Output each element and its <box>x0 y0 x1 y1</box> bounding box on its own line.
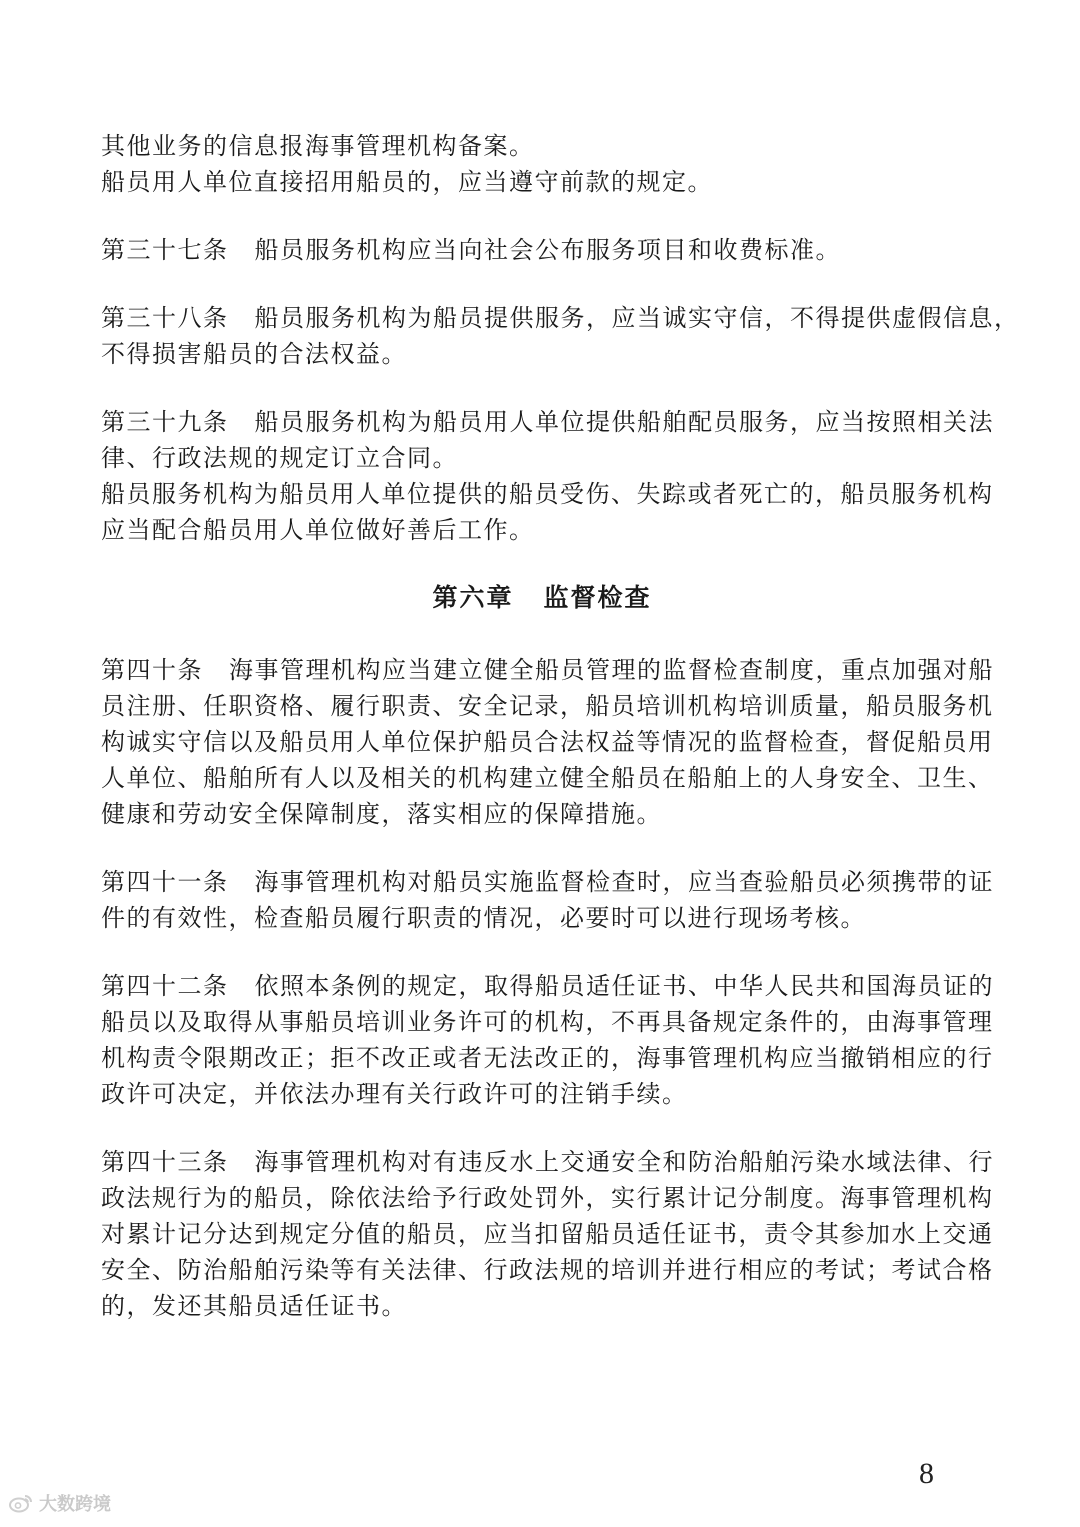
article-number: 第四十二条 <box>101 972 229 1000</box>
line-text: 海事管理机构对船员实施监督检查时，应当查验船员必须携带的证 <box>254 868 994 896</box>
text-line <box>101 1144 994 1180</box>
text-line <box>101 512 983 548</box>
text-line <box>101 1004 994 1040</box>
text-line <box>101 900 983 936</box>
text-line <box>101 336 983 372</box>
article-paragraph <box>101 1144 994 1324</box>
text-line <box>101 232 983 268</box>
line-text: 船员服务机构为船员提供服务，应当诚实守信，不得提供虚假信息， <box>254 304 1020 332</box>
line-text: 健康和劳动安全保障制度，落实相应的保障措施。 <box>101 800 662 828</box>
text-line <box>101 796 983 832</box>
weibo-logo-icon <box>8 1493 34 1513</box>
article-number: 第四十条 <box>101 656 203 684</box>
article-paragraph <box>101 404 994 548</box>
article-paragraph <box>101 864 994 936</box>
paragraphs-after-chapter <box>101 652 994 1324</box>
line-text: 员注册、任职资格、履行职责、安全记录，船员培训机构培训质量，船员服务机 <box>101 692 994 720</box>
text-line <box>101 864 994 900</box>
line-text: 的，发还其船员适任证书。 <box>101 1292 407 1320</box>
text-line <box>101 440 983 476</box>
article-number: 第三十八条 <box>101 304 229 332</box>
text-line <box>101 476 994 512</box>
line-text: 政许可决定，并依法办理有关行政许可的注销手续。 <box>101 1080 688 1108</box>
chapter-title: 监督检查 <box>543 583 652 612</box>
line-text: 依照本条例的规定，取得船员适任证书、中华人民共和国海员证的 <box>254 972 994 1000</box>
line-text: 船员服务机构应当向社会公布服务项目和收费标准。 <box>254 236 841 264</box>
line-text: 船员用人单位直接招用船员的，应当遵守前款的规定。 <box>101 168 713 196</box>
text-line <box>101 1288 983 1324</box>
line-text: 船员以及取得从事船员培训业务许可的机构，不再具备规定条件的，由海事管理 <box>101 1008 994 1036</box>
line-text: 机构责令限期改正；拒不改正或者无法改正的，海事管理机构应当撤销相应的行 <box>101 1044 994 1072</box>
line-text: 政法规行为的船员，除依法给予行政处罚外，实行累计记分制度。海事管理机构 <box>101 1184 994 1212</box>
text-line <box>101 724 994 760</box>
article-number: 第四十三条 <box>101 1148 229 1176</box>
text-paragraph <box>101 128 983 200</box>
paragraphs-before-chapter <box>101 128 1020 548</box>
line-text: 人单位、船舶所有人以及相关的机构建立健全船员在船舶上的人身安全、卫生、 <box>101 764 994 792</box>
line-text: 不得损害船员的合法权益。 <box>101 340 407 368</box>
text-line <box>101 1216 994 1252</box>
watermark <box>8 1490 111 1516</box>
article-number: 第三十七条 <box>101 236 229 264</box>
text-line <box>101 300 1020 336</box>
watermark-text: 大数跨境 <box>39 1494 111 1515</box>
text-line <box>101 968 994 1004</box>
chapter-heading <box>101 580 983 616</box>
text-line <box>101 404 994 440</box>
line-text: 其他业务的信息报海事管理机构备案。 <box>101 132 535 160</box>
line-text: 件的有效性，检查船员履行职责的情况，必要时可以进行现场考核。 <box>101 904 866 932</box>
line-text: 船员服务机构为船员用人单位提供船舶配员服务，应当按照相关法 <box>254 408 994 436</box>
line-text: 安全、防治船舶污染等有关法律、行政法规的培训并进行相应的考试；考试合格 <box>101 1256 994 1284</box>
line-text: 对累计记分达到规定分值的船员，应当扣留船员适任证书，责令其参加水上交通 <box>101 1220 994 1248</box>
line-text: 律、行政法规的规定订立合同。 <box>101 444 458 472</box>
line-text: 构诚实守信以及船员用人单位保护船员合法权益等情况的监督检查，督促船员用 <box>101 728 994 756</box>
article-paragraph <box>101 968 994 1112</box>
text-line <box>101 1252 994 1288</box>
article-number: 第四十一条 <box>101 868 229 896</box>
line-text: 应当配合船员用人单位做好善后工作。 <box>101 516 535 544</box>
document-body <box>101 128 1020 1356</box>
line-text: 船员服务机构为船员用人单位提供的船员受伤、失踪或者死亡的，船员服务机构 <box>101 480 994 508</box>
chapter-number: 第六章 <box>432 583 514 612</box>
text-line <box>101 688 994 724</box>
page-number: 8 <box>919 1457 934 1490</box>
article-paragraph <box>101 232 983 268</box>
text-line <box>101 1076 983 1112</box>
article-paragraph <box>101 652 994 832</box>
article-number: 第三十九条 <box>101 408 229 436</box>
line-text: 海事管理机构对有违反水上交通安全和防治船舶污染水域法律、行 <box>254 1148 994 1176</box>
text-line <box>101 164 983 200</box>
text-line <box>101 1040 994 1076</box>
article-paragraph <box>101 300 1020 372</box>
text-line <box>101 128 983 164</box>
line-text: 海事管理机构应当建立健全船员管理的监督检查制度，重点加强对船 <box>229 656 994 684</box>
text-line <box>101 1180 994 1216</box>
text-line <box>101 760 994 796</box>
text-line <box>101 652 994 688</box>
